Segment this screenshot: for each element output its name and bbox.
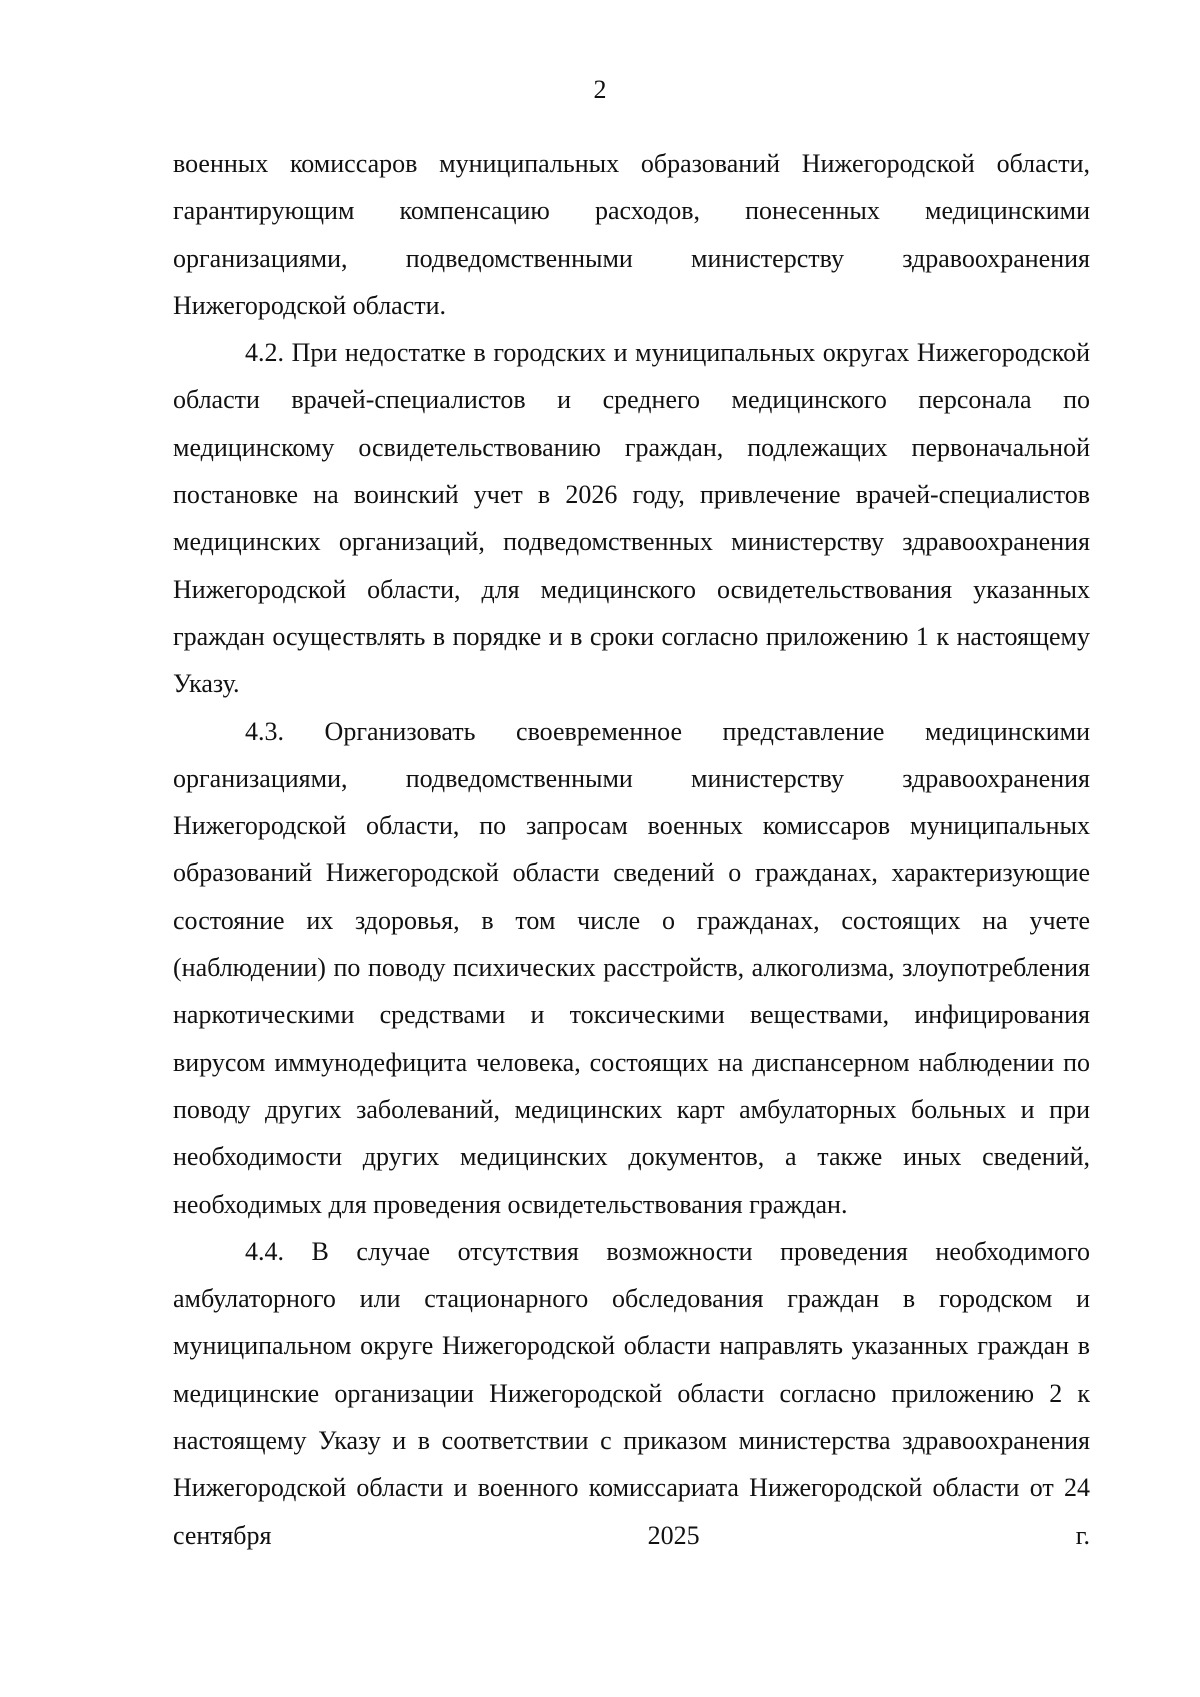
paragraph-4-3: 4.3. Организовать своевременное представление медицинскими организациями, подведомственными министерству здравоохранения Нижегородской области, по запросам военных комиссаров муниципальных образований Нижегородской области сведений о гражданах, характеризующие состояние их здоровья, в том числе о гражданах, состоящих на учете (наблюдении) по поводу психических расстройств, алкоголизма, злоупотребления наркотическими средствами и токсическими веществами, инфицирования вирусом иммунодефицита человека, состоящих на диспансерном наблюдении по поводу других заболеваний, медицинских карт амбулаторных больных и при необходимости других медицинских документов, а также иных сведений, необходимых для проведения освидетельствования граждан.	[173, 716, 1090, 1219]
page-number: 2	[593, 75, 607, 104]
document-body	[173, 140, 1090, 1559]
paragraph-4-2: 4.2. При недостатке в городских и муниципальных округах Нижегородской области врачей-специалистов и среднего медицинского персонала по медицинскому освидетельствованию граждан, подлежащих первоначальной постановке на воинский учет в 2026 году, привлечение врачей-специалистов медицинских организаций, подведомственных министерству здравоохранения Нижегородской области, для медицинского освидетельствования указанных граждан осуществлять в порядке и в сроки согласно приложению 1 к настоящему Указу.	[173, 338, 1090, 699]
paragraph-continuation: военных комиссаров муниципальных образований Нижегородской области, гарантирующим компенсацию расходов, понесенных медицинскими организациями, подведомственными министерству здравоохранения Нижегородской области.	[173, 149, 1090, 320]
paragraph-4-4: 4.4. В случае отсутствия возможности проведения необходимого амбулаторного или стационарного обследования граждан в городском и муниципальном округе Нижегородской области направлять указанных граждан в медицинские организации Нижегородской области согласно приложению 2 к настоящему Указу и в соответствии с приказом министерства здравоохранения Нижегородской области и военного комиссариата Нижегородской области от 24 сентября 2025 г.	[173, 1236, 1090, 1550]
